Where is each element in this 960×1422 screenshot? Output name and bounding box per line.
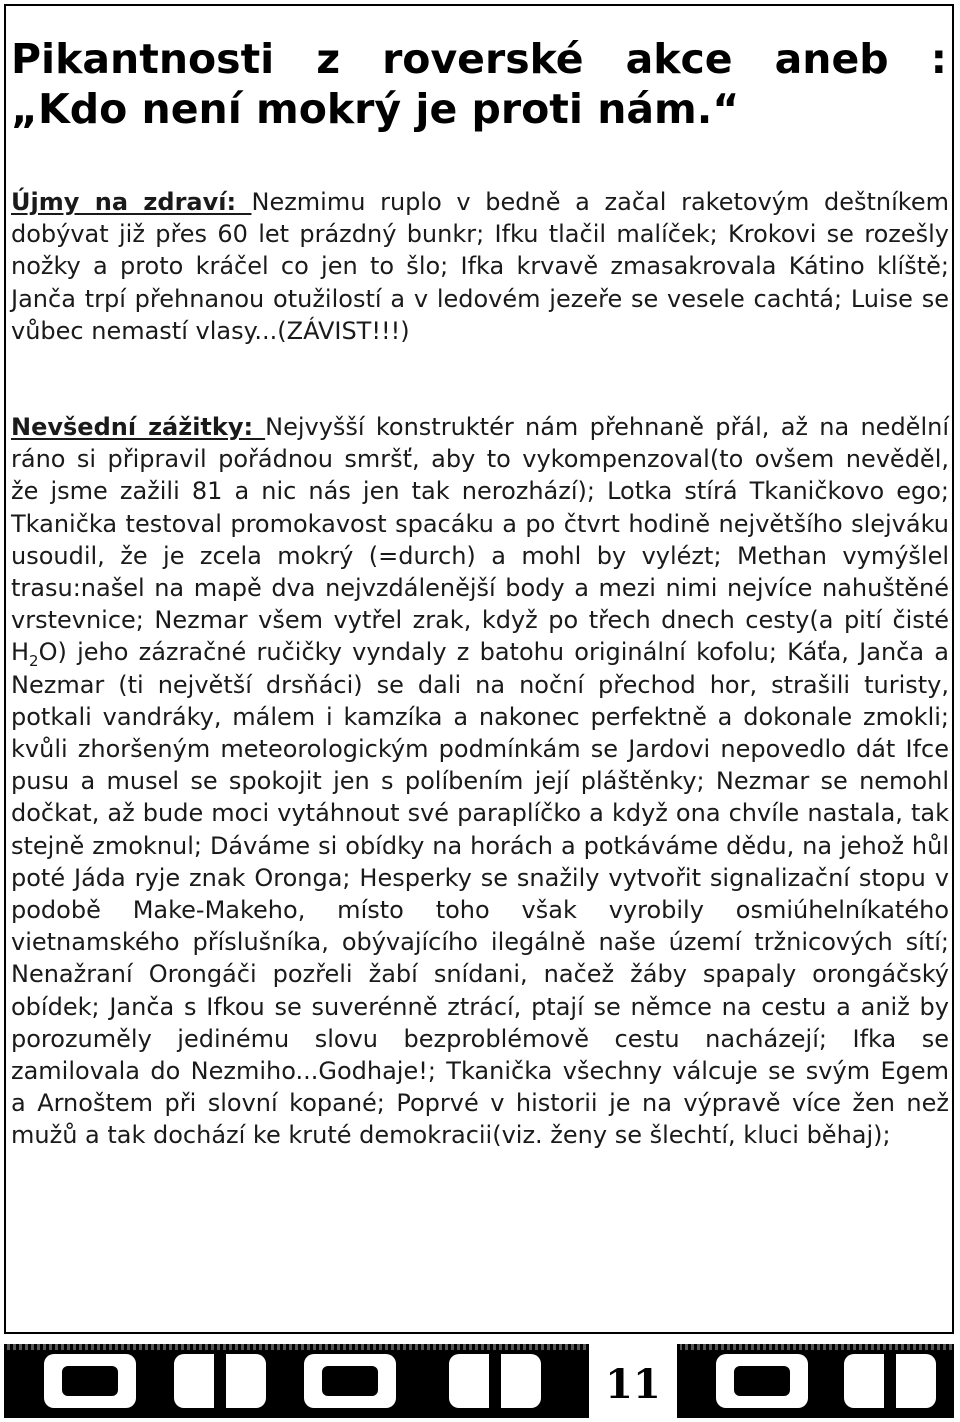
banner-stripe bbox=[4, 1344, 954, 1350]
section-experiences bbox=[11, 411, 949, 1152]
article-title bbox=[11, 34, 947, 134]
subscript-two: 2 bbox=[29, 652, 39, 671]
logo-letter-g bbox=[716, 1354, 808, 1408]
section-body: Nezmimu ruplo v bedně a začal raketovým deštníkem dobývat již přes 60 let prázdný bunkr; Ifku tlačil malíček; Krokovi se rozešly nožky a proto kráčel co jen to šlo; Ifka krvavě zmasakrovala Kátino klíště; Janča trpí přehnanou otužilostí a v ledovém jezeře se vesele cachtá; Luise se vůbec nemastí vlasy...(ZÁVIST!!!) bbox=[11, 188, 949, 345]
logo-letter-o bbox=[304, 1354, 396, 1408]
section-body-part-2: O) jeho zázračné ručičky vyndaly z batohu originální kofolu; Káťa, Janča a Nezmar (ti největší drsňáci) se dali na noční přechod hor, strašili turisty, potkali vandráky, málem i kamzíka a nakonec perfektně a dokonale zmokli; kvůli zhoršeným meteorologickým podmínkám se Jardovi nepovedlo dát Ifce pusu a musel se spokojit jen s políbením její pláštěnky; Nezmar se nemohl dočkat, až bude moci vytáhnout své paraplíčko a když ona chvíle nastala, tak stejně zmoknul; Dáváme si obídky na horách a potkáváme dědu, na jehož hůl poté Jáda ryje znak Oronga; Hesperky se snažily vytvořit signalizační stopu v podobě Make-Makeho, místo toho však vyrobily osmiúhelníkatého vietnamského příslušníka, obývajícího ilegálně naše území tržnicových sítí; Nenažraní Orongáči pozřeli žabí snídani, načež žáby spapaly orongáčský obídek; Janča s Ifkou se suverénně ztrácí, ptají se němce na cestu a aniž by porozuměly jedinému slovu bezproblémově cestu nacházejí; Ifka se zamilovala do Nezmiho...Godhaje!; Tkanička všechny válcuje se svým Egem a Arnoštem při slovní kopané; Poprvé v historii je na výpravě více žen než mužů a tak dochází ke kruté demokracii(viz. ženy se šlechtí, kluci běhaj); bbox=[11, 638, 949, 1150]
section-heading: Nevšední zážitky: bbox=[11, 413, 266, 441]
title-line-1: Pikantnosti z roverské akce aneb : bbox=[11, 35, 947, 83]
section-body-part-1: Nejvyšší konstruktér nám přehnaně přál, až na nedělní ráno si připravil pořádnou smršť, aby to vykompenzoval(to ovšem nevěděl, že jsme zažili 81 a nic nás jen tak nerozhází); Lotka stírá Tkaničkovo ego; Tkanička testoval promokavost spacáku a po čtvrt hodině největšího slejváku usoudil, že je zcela mokrý (=durch) a mohl by vylézt; Methan vymýšlel trasu:našel na mapě dva nejvzdálenější body a mezi nimi nejvíce nahuštěné vrstevnice; Nezmar všem vytřel zrak, když po třech dnech cesty(a pití čisté H bbox=[11, 413, 949, 667]
orong-logo-banner bbox=[4, 1344, 954, 1418]
logo-letter-r bbox=[174, 1354, 266, 1408]
section-heading: Újmy na zdraví: bbox=[11, 188, 252, 216]
logo-letter-n bbox=[449, 1354, 541, 1408]
page-number-badge bbox=[586, 1344, 680, 1418]
page-number: 11 bbox=[605, 1361, 661, 1408]
section-injuries bbox=[11, 186, 949, 347]
logo-letter-o bbox=[44, 1354, 136, 1408]
logo-letter-g bbox=[844, 1354, 936, 1408]
title-line-2: „Kdo není mokrý je proti nám.“ bbox=[11, 85, 740, 133]
